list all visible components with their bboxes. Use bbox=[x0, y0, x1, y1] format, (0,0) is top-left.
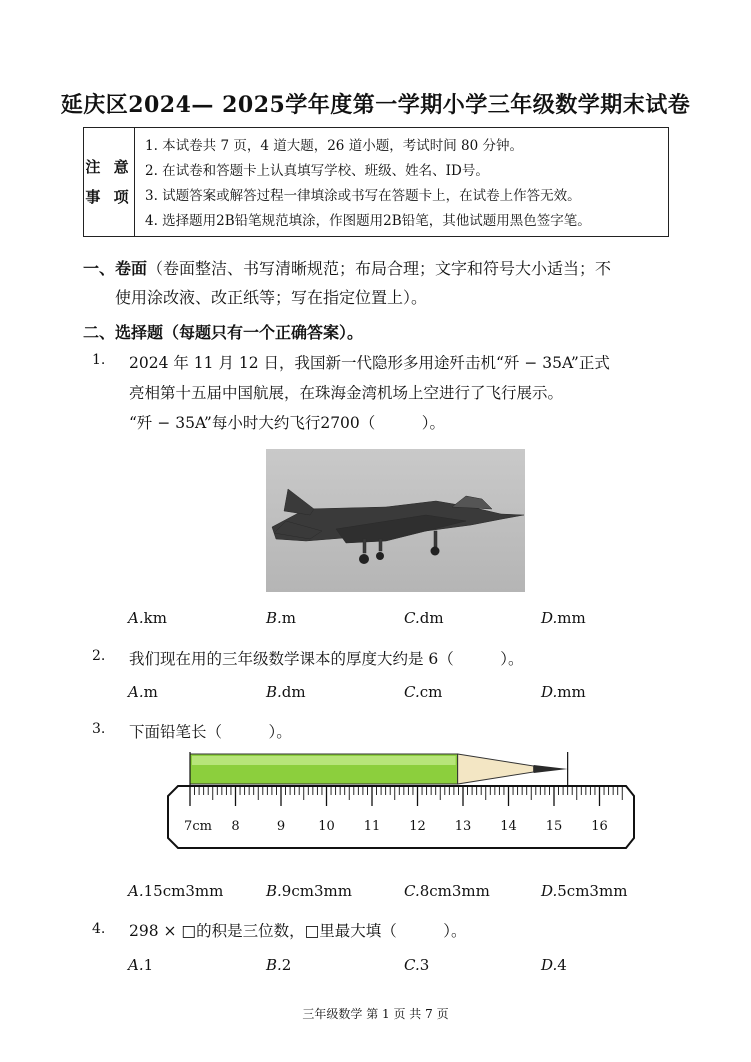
question-3-number: 3. bbox=[92, 721, 106, 737]
question-3-option-c: C.8cm3mm bbox=[404, 882, 490, 900]
question-1-option-a: A.km bbox=[128, 609, 167, 627]
ruler-tick-label: 16 bbox=[591, 819, 608, 834]
ruler-tick-label: 10 bbox=[318, 819, 335, 834]
question-3-option-d: D.5cm3mm bbox=[541, 882, 628, 900]
question-4-option-b: B.2 bbox=[266, 956, 292, 974]
question-4-number: 4. bbox=[92, 921, 106, 937]
ruler-pencil-svg bbox=[160, 750, 635, 860]
jet-fighter-illustration bbox=[266, 449, 525, 592]
question-2-option-a: A.m bbox=[128, 683, 158, 701]
question-4-line: 298 × □的积是三位数，□里最大填（ ）。 bbox=[129, 922, 467, 940]
question-1-line: 亮相第十五届中国航展，在珠海金湾机场上空进行了飞行展示。 bbox=[129, 384, 564, 402]
question-1-option-c: C.dm bbox=[404, 609, 444, 627]
question-3-line: 下面铅笔长（ ）。 bbox=[129, 723, 292, 741]
page-title: 延庆区2024— 2025学年度第一学期小学三年级数学期末试卷 bbox=[60, 92, 691, 118]
ruler-body bbox=[168, 786, 634, 848]
notice-label-line-2: 事 项 bbox=[85, 188, 133, 206]
notice-label bbox=[84, 128, 135, 236]
section-2-heading: 二、选择题（每题只有一个正确答案）。 bbox=[83, 323, 364, 342]
question-4-option-d: D.4 bbox=[541, 956, 567, 974]
jet-fighter-image bbox=[266, 449, 525, 592]
question-2-line: 我们现在用的三年级数学课本的厚度大约是 6（ ）。 bbox=[129, 650, 524, 668]
pencil-lead bbox=[534, 765, 568, 773]
question-3-option-b: B.9cm3mm bbox=[266, 882, 352, 900]
ruler-tick-label: 13 bbox=[454, 819, 472, 834]
pencil-wood bbox=[458, 754, 534, 784]
question-4-option-a: A.1 bbox=[128, 956, 154, 974]
question-2-option-b: B.dm bbox=[266, 683, 306, 701]
ruler-tick-label: 14 bbox=[500, 819, 517, 834]
question-1-option-b: B.m bbox=[266, 609, 297, 627]
ruler-pencil-figure bbox=[160, 750, 635, 860]
question-1-line: “歼 − 35A”每小时大约飞行2700（ ）。 bbox=[129, 414, 446, 432]
question-1-line: 2024 年 11 月 12 日，我国新一代隐形多用途歼击机“歼 − 35A”正式 bbox=[129, 354, 610, 372]
question-2-number: 2. bbox=[92, 648, 106, 664]
ruler-tick-label: 11 bbox=[363, 819, 381, 834]
question-2-option-d: D.mm bbox=[541, 683, 586, 701]
pencil-shine bbox=[192, 756, 456, 765]
section-1-text-cont: 使用涂改液、改正纸等；写在指定位置上）。 bbox=[115, 288, 428, 307]
section-1-text: （卷面整洁、书写清晰规范；布局合理；文字和符号大小适当；不 bbox=[147, 259, 612, 278]
page-footer: 三年级数学 第 1 页 共 7 页 bbox=[302, 1007, 449, 1021]
question-3-option-a: A.15cm3mm bbox=[128, 882, 224, 900]
ruler-tick-label: 12 bbox=[409, 819, 426, 834]
notice-items bbox=[135, 128, 668, 236]
question-4-option-c: C.3 bbox=[404, 956, 430, 974]
question-1-number: 1. bbox=[92, 352, 106, 368]
section-1-heading: 一、卷面 bbox=[83, 259, 148, 278]
ruler-tick-label: 9 bbox=[276, 819, 286, 834]
ruler-tick-label: 7cm bbox=[184, 819, 212, 834]
section-1 bbox=[83, 254, 683, 284]
ruler-tick-label: 8 bbox=[231, 819, 240, 834]
notice-label-line-1: 注 意 bbox=[85, 158, 133, 176]
notice-item: 4. 选择题用2B铅笔规范填涂，作图题用2B铅笔，其他试题用黑色签字笔。 bbox=[145, 213, 591, 229]
pencil bbox=[190, 754, 568, 784]
notice-item: 1. 本试卷共 7 页，4 道大题，26 道小题，考试时间 80 分钟。 bbox=[145, 138, 523, 154]
notice-item: 3. 试题答案或解答过程一律填涂或书写在答题卡上，在试卷上作答无效。 bbox=[145, 188, 581, 204]
notice-item: 2. 在试卷和答题卡上认真填写学校、班级、姓名、ID号。 bbox=[145, 163, 489, 179]
ruler-tick-label: 15 bbox=[545, 819, 563, 834]
notice-box bbox=[83, 127, 669, 237]
question-1-option-d: D.mm bbox=[541, 609, 586, 627]
question-2-option-c: C.cm bbox=[404, 683, 443, 701]
